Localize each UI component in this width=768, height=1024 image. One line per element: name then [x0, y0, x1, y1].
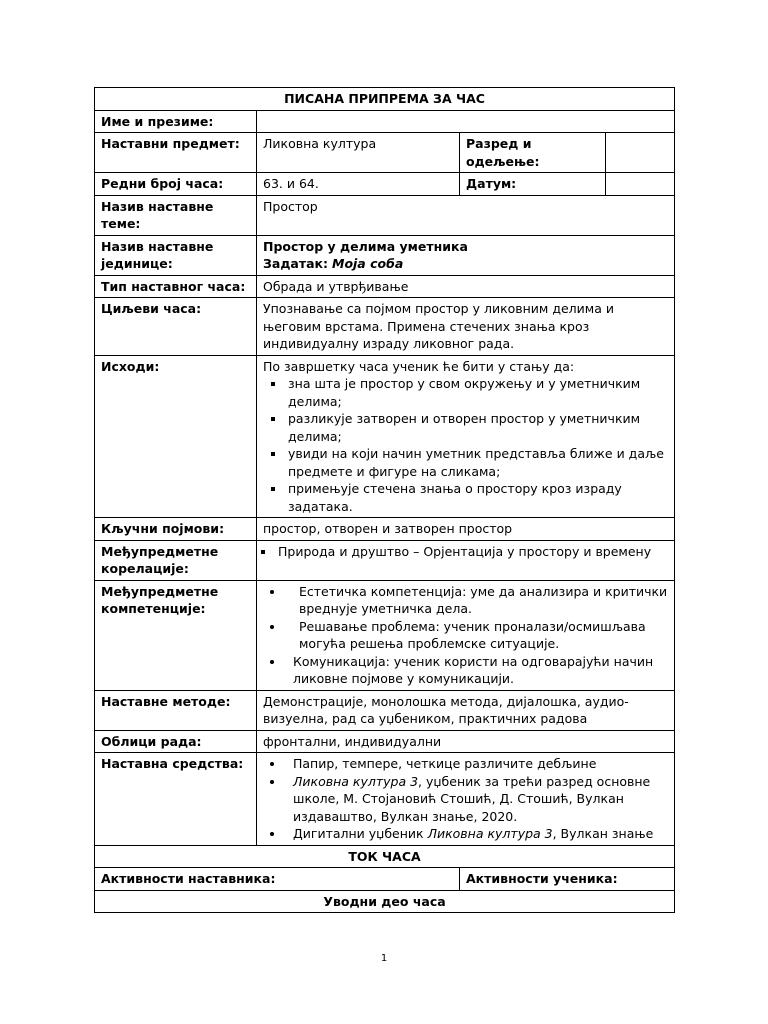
outcomes-intro: По завршетку часа ученик ће бити у стању да: [263, 358, 575, 374]
lesson-number-row [95, 173, 675, 196]
list-item [285, 825, 668, 843]
key-terms-value: простор, отворен и затворен простор [257, 518, 675, 541]
task-value: Моја соба [332, 256, 404, 271]
textbook-details: , уџбеник за трећи разред основне школе, М. Стојановић Стошић, Д. Стошић, Вулкан издаваштво, Вулкан знање, 2020. [293, 773, 651, 824]
digital-textbook-publisher: , Вулкан знање [552, 826, 654, 841]
means-list [263, 755, 668, 843]
list-item: ▪ примењује стечена знања о простору кроз израду задатака. [286, 480, 668, 515]
lesson-type-value: Обрада и утврђивање [257, 275, 675, 298]
key-terms-row [95, 518, 675, 541]
title-row [95, 88, 675, 111]
correlations-list [263, 543, 668, 561]
textbook-title: Ликовна култура 3 [293, 773, 419, 789]
list-item: ▪ зна шта је простор у свом окружењу и у уметничким делима; [286, 375, 668, 410]
lesson-type-label: Тип наставног часа: [95, 275, 257, 298]
key-terms-label: Кључни појмови: [95, 518, 257, 541]
outcomes-row [95, 355, 675, 518]
forms-row [95, 730, 675, 753]
subject-row [95, 133, 675, 173]
goals-value: Упознавање са појмом простор у ликовним делима и његовим врстама. Примена стечених знања кроз индивидуалну израду ликовног рада. [257, 298, 675, 356]
digital-textbook-title: Ликовна култура 3 [427, 826, 553, 841]
document-title: ПИСАНА ПРИПРЕМА ЗА ЧАС [95, 88, 675, 111]
grade-value [606, 133, 675, 173]
methods-label: Наставне методе: [95, 690, 257, 730]
unit-title: Простор у делима уметника [263, 238, 468, 254]
outcomes-list [263, 375, 668, 515]
activities-header-row [95, 868, 675, 891]
outcomes-value [257, 355, 675, 518]
list-item: ▪ Природа и друштво – Орјентација у простору и времену [276, 543, 668, 561]
flow-title-row [95, 845, 675, 868]
intro-part-heading: Уводни део часа [95, 890, 675, 913]
methods-row [95, 690, 675, 730]
unit-row [95, 235, 675, 275]
forms-label: Облици рада: [95, 730, 257, 753]
student-activities-label: Активности ученика: [460, 868, 675, 891]
lesson-plan-table [94, 87, 675, 913]
competencies-list [263, 583, 668, 688]
correlations-label: Међупредметне корелације: [95, 540, 257, 580]
task-label: Задатак: [263, 256, 329, 271]
name-row [95, 110, 675, 133]
date-value [606, 173, 675, 196]
means-value [257, 753, 675, 846]
unit-value [257, 235, 675, 275]
flow-title: ТОК ЧАСА [95, 845, 675, 868]
list-item: • Комуникација: ученик користи на одговарајући начин ликовне појмове у комуникацији. [285, 653, 668, 688]
list-item [285, 773, 668, 826]
competencies-value [257, 580, 675, 690]
list-item: • Решавање проблема: ученик проналази/осмишљава могућа решења проблемске ситуације. [285, 618, 668, 653]
list-item: ▪ увиди на који начин уметник представља ближе и даље предмете и фигуре на сликама; [286, 445, 668, 480]
teacher-activities-label: Активности наставника: [95, 868, 460, 891]
means-label: Наставна средства: [95, 753, 257, 846]
correlations-row [95, 540, 675, 580]
lesson-type-row [95, 275, 675, 298]
correlations-value [257, 540, 675, 580]
grade-label: Разред и одељење: [460, 133, 606, 173]
digital-textbook-prefix: Дигитални уџбеник [293, 826, 428, 841]
list-item: ▪ разликује затворен и отворен простор у уметничким делима; [286, 410, 668, 445]
page-number: 1 [380, 953, 388, 964]
methods-value: Демонстрације, монолошка метода, дијалошка, аудио-визуелна, рад са уџбеником, практичних радова [257, 690, 675, 730]
competencies-row [95, 580, 675, 690]
means-row [95, 753, 675, 846]
intro-part-row [95, 890, 675, 913]
lesson-number-value: 63. и 64. [257, 173, 460, 196]
goals-label: Циљеви часа: [95, 298, 257, 356]
topic-label: Назив наставне теме: [95, 195, 257, 235]
unit-label: Назив наставне јединице: [95, 235, 257, 275]
subject-value: Ликовна култура [257, 133, 460, 173]
topic-value: Простор [257, 195, 675, 235]
lesson-number-label: Редни број часа: [95, 173, 257, 196]
list-item: • Естетичка компетенција: уме да анализира и критички вреднује уметничка дела. [285, 583, 668, 618]
forms-value: фронтални, индивидуални [257, 730, 675, 753]
outcomes-label: Исходи: [95, 355, 257, 518]
goals-row [95, 298, 675, 356]
task-line [263, 255, 668, 273]
competencies-label: Међупредметне компетенције: [95, 580, 257, 690]
subject-label: Наставни предмет: [95, 133, 257, 173]
topic-row [95, 195, 675, 235]
name-label: Име и презиме: [95, 110, 257, 133]
list-item: • Папир, темпере, четкице различите дебљине [285, 755, 668, 773]
date-label: Датум: [460, 173, 606, 196]
name-value [257, 110, 675, 133]
